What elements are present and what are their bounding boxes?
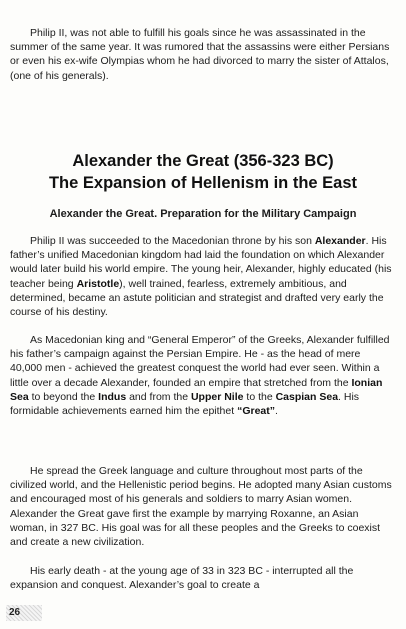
bold-term: Indus bbox=[98, 390, 127, 403]
paragraph-early-death: His early death - at the young age of 33 in 323 BC - interrupted all the expansion and conquest. Alexander’s goal to create a bbox=[10, 565, 354, 592]
page-number: 26 bbox=[6, 605, 42, 621]
chapter-title-line-1: Alexander the Great (356-323 BC) bbox=[72, 152, 334, 170]
section-subtitle: Alexander the Great. Preparation for the Military Campaign bbox=[49, 208, 357, 220]
bold-term: Alexander bbox=[314, 235, 366, 247]
chapter-title bbox=[0, 150, 406, 194]
paragraph-hellenism: He spread the Greek language and culture throughout most parts of the civilized world, and the Hellenistic period begins. He adopted many Asian customs and encouraged most of his generals and soldiers to marry Asian women. Alexander the Great gave first the example by marrying Roxanne, an Asian woman, in 327 BC. His goal was for all these peoples and the Greeks to coexist and create a new civilization. bbox=[10, 465, 392, 549]
bold-term: Aristotle bbox=[76, 277, 120, 290]
bold-term: Caspian Sea bbox=[275, 390, 339, 403]
paragraph-campaign: As Macedonian king and “General Emperor” of the Greeks, Alexander fulfilled his father’s campaign against the Persian Empire. He - as the head of mere 40,000 men - achieved the greatest conquest the world had ever seen. Within a little over a decade Alexander, founded an empire that stretched from the Ionian Sea to beyond the Indus and from the Upper Nile to the Caspian Sea. His formidable achievements earned him the epithet “Great”. bbox=[10, 334, 390, 418]
bold-term: “Great” bbox=[237, 405, 275, 418]
intro-paragraph: Philip II, was not able to fulfill his goals since he was assassinated in the summer of the same year. It was rumored that the assassins were either Persians or even his ex-wife Olympias whom he had divorced to marry the sister of Attalos, (one of his generals). bbox=[10, 27, 390, 82]
chapter-title-line-2: The Expansion of Hellenism in the East bbox=[48, 174, 358, 192]
bold-term: Upper Nile bbox=[190, 390, 244, 403]
paragraph-alexander-succession: Philip II was succeeded to the Macedonian throne by his son Alexander. His father’s unified Macedonian kingdom had laid the foundation on which Alexander would later build his world empire. The young heir, Alexander, highly educated (his teacher being Aristotle), well trained, fearless, extremely ambitious, and determined, became an astute politician and strategist and drafted very early the course of his destiny. bbox=[10, 235, 392, 319]
bold-term: Ionian Sea bbox=[10, 376, 383, 403]
